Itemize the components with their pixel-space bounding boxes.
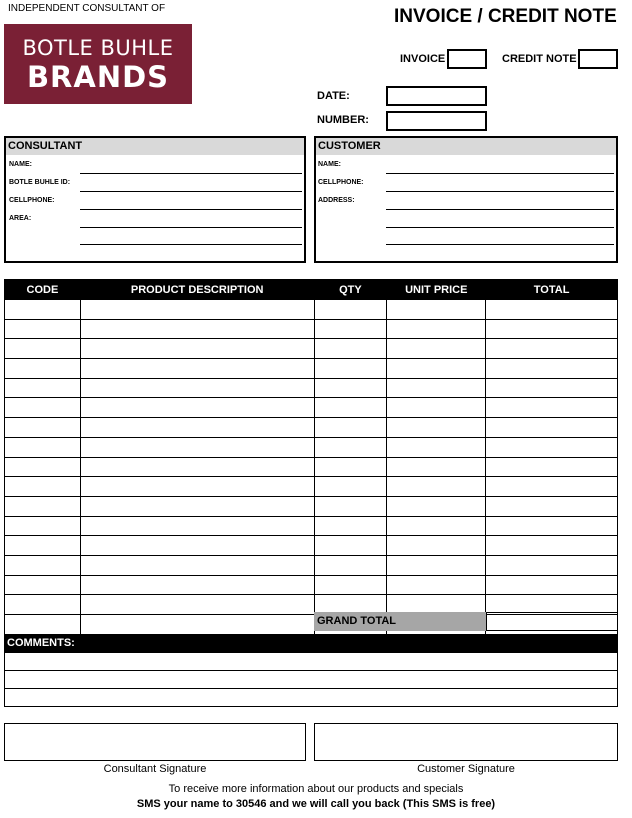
consultant-signature-box[interactable] bbox=[4, 723, 306, 761]
cell-total[interactable] bbox=[486, 477, 618, 497]
cell-total[interactable] bbox=[486, 575, 618, 595]
cell-code[interactable] bbox=[5, 437, 81, 457]
column-header-code: CODE bbox=[5, 280, 81, 300]
comment-line[interactable] bbox=[4, 671, 618, 689]
cell-unit-price[interactable] bbox=[387, 300, 486, 320]
number-label: NUMBER: bbox=[317, 114, 369, 126]
cell-unit-price[interactable] bbox=[387, 437, 486, 457]
cell-total[interactable] bbox=[486, 536, 618, 556]
customer-address-field-line-2[interactable] bbox=[386, 227, 614, 228]
table-row bbox=[5, 516, 618, 536]
cell-qty[interactable] bbox=[314, 496, 387, 516]
cell-qty[interactable] bbox=[314, 477, 387, 497]
brand-logo bbox=[4, 24, 192, 104]
cell-product-description[interactable] bbox=[80, 595, 314, 615]
cell-product-description[interactable] bbox=[80, 300, 314, 320]
cell-unit-price[interactable] bbox=[387, 398, 486, 418]
items-table bbox=[4, 279, 618, 635]
cell-total[interactable] bbox=[486, 398, 618, 418]
invoice-checkbox[interactable] bbox=[447, 49, 487, 69]
cell-product-description[interactable] bbox=[80, 516, 314, 536]
cell-unit-price[interactable] bbox=[387, 496, 486, 516]
column-header-qty: QTY bbox=[314, 280, 387, 300]
cell-code[interactable] bbox=[5, 575, 81, 595]
cell-unit-price[interactable] bbox=[387, 339, 486, 359]
cell-product-description[interactable] bbox=[80, 575, 314, 595]
customer-name-label: NAME: bbox=[318, 161, 341, 168]
customer-signature-label: Customer Signature bbox=[417, 763, 515, 775]
cell-code[interactable] bbox=[5, 457, 81, 477]
cell-code[interactable] bbox=[5, 516, 81, 536]
consultant-cellphone-field[interactable] bbox=[80, 209, 302, 210]
consultant-id-field[interactable] bbox=[80, 191, 302, 192]
consultant-area-label: AREA: bbox=[9, 215, 32, 222]
table-row bbox=[5, 339, 618, 359]
cell-qty[interactable] bbox=[314, 300, 387, 320]
table-row bbox=[5, 300, 618, 320]
cell-code[interactable] bbox=[5, 319, 81, 339]
cell-total[interactable] bbox=[486, 457, 618, 477]
customer-address-label: ADDRESS: bbox=[318, 197, 355, 204]
cell-total[interactable] bbox=[486, 555, 618, 575]
table-row bbox=[5, 575, 618, 595]
cell-product-description[interactable] bbox=[80, 319, 314, 339]
cell-unit-price[interactable] bbox=[387, 575, 486, 595]
comments-title: COMMENTS: bbox=[4, 634, 618, 653]
cell-total[interactable] bbox=[486, 359, 618, 379]
cell-code[interactable] bbox=[5, 496, 81, 516]
table-row bbox=[5, 398, 618, 418]
cell-qty[interactable] bbox=[314, 398, 387, 418]
cell-code[interactable] bbox=[5, 555, 81, 575]
consultant-panel-title: CONSULTANT bbox=[6, 138, 304, 155]
cell-total[interactable] bbox=[486, 418, 618, 438]
grand-total-field[interactable] bbox=[486, 612, 618, 631]
consultant-panel bbox=[4, 136, 306, 263]
date-label: DATE: bbox=[317, 90, 350, 102]
cell-code[interactable] bbox=[5, 477, 81, 497]
cell-qty[interactable] bbox=[314, 575, 387, 595]
date-field[interactable] bbox=[386, 86, 487, 106]
cell-product-description[interactable] bbox=[80, 437, 314, 457]
customer-panel-title: CUSTOMER bbox=[316, 138, 616, 155]
cell-qty[interactable] bbox=[314, 359, 387, 379]
cell-product-description[interactable] bbox=[80, 339, 314, 359]
cell-code[interactable] bbox=[5, 536, 81, 556]
cell-product-description[interactable] bbox=[80, 378, 314, 398]
logo-line-2: BRANDS bbox=[26, 60, 170, 94]
cell-product-description[interactable] bbox=[80, 555, 314, 575]
cell-qty[interactable] bbox=[314, 457, 387, 477]
footer-info-line-2: SMS your name to 30546 and we will call you back (This SMS is free) bbox=[136, 798, 496, 810]
table-row bbox=[5, 359, 618, 379]
cell-product-description[interactable] bbox=[80, 496, 314, 516]
consultant-name-label: NAME: bbox=[9, 161, 32, 168]
cell-unit-price[interactable] bbox=[387, 477, 486, 497]
cell-qty[interactable] bbox=[314, 437, 387, 457]
cell-code[interactable] bbox=[5, 418, 81, 438]
customer-address-field-line-3[interactable] bbox=[386, 244, 614, 245]
customer-name-field[interactable] bbox=[386, 173, 614, 174]
cell-unit-price[interactable] bbox=[387, 555, 486, 575]
cell-unit-price[interactable] bbox=[387, 457, 486, 477]
cell-code[interactable] bbox=[5, 359, 81, 379]
consultant-area-field-line-2[interactable] bbox=[80, 244, 302, 245]
cell-qty[interactable] bbox=[314, 378, 387, 398]
cell-total[interactable] bbox=[486, 339, 618, 359]
cell-qty[interactable] bbox=[314, 555, 387, 575]
cell-code[interactable] bbox=[5, 615, 81, 635]
cell-product-description[interactable] bbox=[80, 457, 314, 477]
column-header-product-description: PRODUCT DESCRIPTION bbox=[80, 280, 314, 300]
invoice-label: INVOICE bbox=[400, 53, 446, 65]
consultant-area-field[interactable] bbox=[80, 227, 302, 228]
cell-code[interactable] bbox=[5, 378, 81, 398]
cell-unit-price[interactable] bbox=[387, 418, 486, 438]
footer-info-line-1: To receive more information about our products and specials bbox=[168, 783, 464, 795]
consultant-signature-label: Consultant Signature bbox=[103, 763, 207, 775]
column-header-total: TOTAL bbox=[486, 280, 618, 300]
customer-signature-box[interactable] bbox=[314, 723, 618, 761]
cell-code[interactable] bbox=[5, 595, 81, 615]
logo-line-1: BOTLE BUHLE bbox=[22, 36, 174, 60]
table-row bbox=[5, 496, 618, 516]
column-header-unit-price: UNIT PRICE bbox=[387, 280, 486, 300]
table-row bbox=[5, 378, 618, 398]
consultant-name-field[interactable] bbox=[80, 173, 302, 174]
credit-note-checkbox[interactable] bbox=[578, 49, 618, 69]
cell-product-description[interactable] bbox=[80, 477, 314, 497]
cell-total[interactable] bbox=[486, 319, 618, 339]
cell-code[interactable] bbox=[5, 300, 81, 320]
comment-line[interactable] bbox=[4, 653, 618, 671]
table-row bbox=[5, 418, 618, 438]
table-row bbox=[5, 457, 618, 477]
table-row bbox=[5, 437, 618, 457]
items-table-header-row bbox=[5, 280, 618, 300]
cell-product-description[interactable] bbox=[80, 398, 314, 418]
document-title: INVOICE / CREDIT NOTE bbox=[394, 6, 617, 27]
cell-unit-price[interactable] bbox=[387, 319, 486, 339]
cell-total[interactable] bbox=[486, 300, 618, 320]
cell-unit-price[interactable] bbox=[387, 516, 486, 536]
cell-total[interactable] bbox=[486, 496, 618, 516]
cell-qty[interactable] bbox=[314, 516, 387, 536]
cell-qty[interactable] bbox=[314, 319, 387, 339]
consultant-cellphone-label: CELLPHONE: bbox=[9, 197, 55, 204]
items-table-body bbox=[5, 300, 618, 635]
cell-unit-price[interactable] bbox=[387, 378, 486, 398]
cell-product-description[interactable] bbox=[80, 359, 314, 379]
table-row bbox=[5, 319, 618, 339]
customer-address-field[interactable] bbox=[386, 209, 614, 210]
cell-total[interactable] bbox=[486, 516, 618, 536]
cell-qty[interactable] bbox=[314, 536, 387, 556]
cell-product-description[interactable] bbox=[80, 615, 314, 635]
consultant-of-text: INDEPENDENT CONSULTANT OF bbox=[8, 3, 166, 14]
number-field[interactable] bbox=[386, 111, 487, 131]
customer-cellphone-field[interactable] bbox=[386, 191, 614, 192]
customer-cellphone-label: CELLPHONE: bbox=[318, 179, 364, 186]
comment-line[interactable] bbox=[4, 689, 618, 707]
cell-product-description[interactable] bbox=[80, 418, 314, 438]
consultant-id-label: BOTLE BUHLE ID: bbox=[9, 179, 71, 186]
cell-total[interactable] bbox=[486, 437, 618, 457]
table-row bbox=[5, 555, 618, 575]
cell-product-description[interactable] bbox=[80, 536, 314, 556]
table-row bbox=[5, 536, 618, 556]
cell-total[interactable] bbox=[486, 378, 618, 398]
table-row bbox=[5, 477, 618, 497]
cell-unit-price[interactable] bbox=[387, 359, 486, 379]
credit-note-label: CREDIT NOTE bbox=[502, 53, 577, 65]
customer-panel bbox=[314, 136, 618, 263]
cell-code[interactable] bbox=[5, 339, 81, 359]
cell-qty[interactable] bbox=[314, 418, 387, 438]
cell-qty[interactable] bbox=[314, 339, 387, 359]
cell-code[interactable] bbox=[5, 398, 81, 418]
grand-total-label: GRAND TOTAL bbox=[314, 612, 486, 631]
cell-unit-price[interactable] bbox=[387, 536, 486, 556]
